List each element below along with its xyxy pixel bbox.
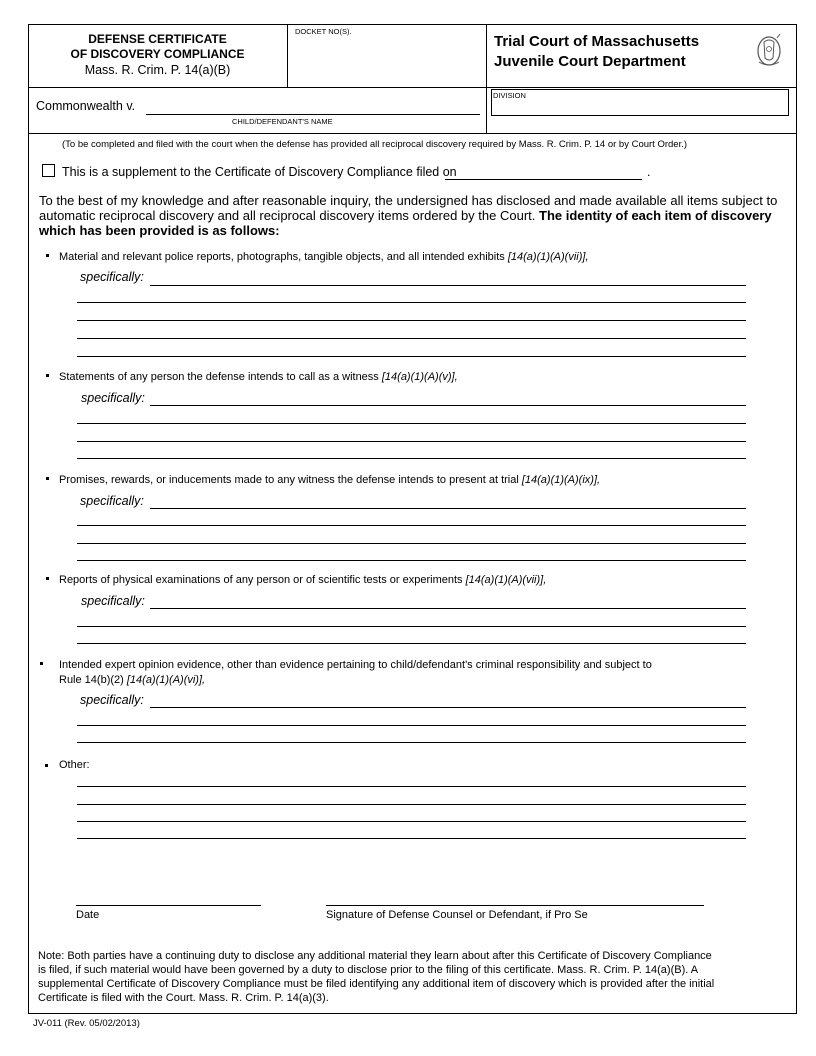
intro-bold: The identity of each item of discovery which has been provided is as follows: bbox=[39, 208, 772, 238]
item5-text-line2 bbox=[59, 674, 205, 686]
supplement-date-line[interactable] bbox=[445, 179, 642, 180]
item4-text bbox=[59, 574, 546, 586]
supplement-period: . bbox=[647, 165, 651, 179]
supplement-checkbox[interactable] bbox=[42, 164, 55, 177]
form-title-line2: OF DISCOVERY COMPLIANCE bbox=[70, 47, 245, 61]
item1-line[interactable] bbox=[77, 356, 746, 357]
item6-line[interactable] bbox=[77, 786, 746, 787]
item1-line[interactable] bbox=[77, 302, 746, 303]
item1-bullet bbox=[46, 254, 49, 257]
form-rule: Mass. R. Crim. P. 14(a)(B) bbox=[84, 63, 231, 77]
division-box[interactable] bbox=[491, 89, 789, 116]
item3-cite: [14(a)(1)(A)(ix)], bbox=[521, 474, 601, 486]
item5-line[interactable] bbox=[77, 725, 746, 726]
item1-cite: [14(a)(1)(A)(vii)], bbox=[507, 251, 589, 263]
division-label: DIVISION bbox=[493, 91, 526, 100]
item6-line[interactable] bbox=[77, 804, 746, 805]
instruction-text: (To be completed and filed with the court when the defense has provided all reciprocal discovery required by Mass. R. Crim. P. 14 or by Court Order.) bbox=[62, 139, 688, 150]
item2-cite: [14(a)(1)(A)(v)], bbox=[381, 371, 458, 383]
item2-specifically: specifically: bbox=[81, 391, 145, 405]
item1-text bbox=[59, 251, 589, 263]
item3-specifically: specifically: bbox=[80, 494, 144, 508]
signature-label: Signature of Defense Counsel or Defendant, if Pro Se bbox=[326, 909, 588, 921]
item3-label: Promises, rewards, or inducements made to any witness the defense intends to present at trial bbox=[59, 474, 522, 486]
massachusetts-seal-icon bbox=[753, 32, 785, 70]
item3-line[interactable] bbox=[150, 508, 746, 509]
note-line3: supplemental Certificate of Discovery Compliance must be filed identifying any additional item of discovery which is provided after the initial bbox=[38, 978, 715, 990]
date-line[interactable] bbox=[76, 905, 261, 906]
signature-line[interactable] bbox=[326, 905, 704, 906]
item5-bullet bbox=[40, 662, 43, 665]
docket-label: DOCKET NO(S). bbox=[295, 27, 352, 36]
commonwealth-label: Commonwealth v. bbox=[36, 99, 136, 113]
item3-line[interactable] bbox=[77, 560, 746, 561]
item2-line[interactable] bbox=[150, 405, 746, 406]
item4-cite: [14(a)(1)(A)(vii)], bbox=[465, 574, 547, 586]
item1-specifically: specifically: bbox=[80, 270, 144, 284]
note-line4: Certificate is filed with the Court. Mass. R. Crim. P. 14(a)(3). bbox=[38, 992, 329, 1004]
item4-line[interactable] bbox=[77, 643, 746, 644]
item6-line[interactable] bbox=[77, 838, 746, 839]
court-name: Trial Court of Massachusetts bbox=[494, 33, 700, 50]
item2-line[interactable] bbox=[77, 458, 746, 459]
date-label: Date bbox=[76, 909, 100, 921]
item3-line[interactable] bbox=[77, 525, 746, 526]
item1-line[interactable] bbox=[150, 285, 746, 286]
supplement-text: This is a supplement to the Certificate of Discovery Compliance filed on bbox=[62, 165, 457, 179]
form-footer: JV-011 (Rev. 05/02/2013) bbox=[33, 1018, 140, 1029]
child-name-label: CHILD/DEFENDANT'S NAME bbox=[232, 117, 333, 126]
item5-cite: [14(a)(1)(A)(vi)], bbox=[126, 674, 206, 686]
item4-line[interactable] bbox=[77, 626, 746, 627]
item4-label: Reports of physical examinations of any person or of scientific tests or experiments bbox=[59, 574, 466, 586]
item5-line[interactable] bbox=[150, 707, 746, 708]
item4-bullet bbox=[46, 577, 49, 580]
item2-line[interactable] bbox=[77, 423, 746, 424]
header-divider-1 bbox=[287, 24, 288, 87]
item6-text: Other: bbox=[59, 759, 90, 771]
note-line2: is filed, if such material would have been governed by a duty to disclose prior to the filing of this certificate. Mass. R. Crim. P. 14(a)(B). A bbox=[38, 964, 699, 976]
item2-text bbox=[59, 371, 458, 383]
item3-bullet bbox=[46, 477, 49, 480]
item5-text-line1: Intended expert opinion evidence, other than evidence pertaining to child/defendant's criminal responsibility and subject to bbox=[59, 659, 652, 671]
item2-line[interactable] bbox=[77, 441, 746, 442]
item5-line[interactable] bbox=[77, 742, 746, 743]
item2-bullet bbox=[46, 374, 49, 377]
header-divider-2 bbox=[486, 24, 487, 134]
item2-label: Statements of any person the defense intends to call as a witness bbox=[59, 371, 382, 383]
docket-field[interactable] bbox=[290, 38, 483, 84]
item4-line[interactable] bbox=[150, 608, 746, 609]
note-line1: Note: Both parties have a continuing duty to disclose any additional material they learn about after this Certificate of Discovery Compliance bbox=[38, 950, 712, 962]
item3-line[interactable] bbox=[77, 543, 746, 544]
item4-specifically: specifically: bbox=[81, 594, 145, 608]
child-name-line[interactable] bbox=[146, 114, 480, 115]
intro-plain: To the best of my knowledge and after reasonable inquiry, the undersigned has disclosed and made available all items subject to automatic reciprocal discovery and all reciprocal discovery items ordered by the Court. bbox=[39, 193, 778, 223]
item5-specifically: specifically: bbox=[80, 693, 144, 707]
item3-text bbox=[59, 474, 600, 486]
item6-bullet bbox=[45, 764, 48, 767]
intro-paragraph bbox=[39, 193, 789, 238]
form-title-line1: DEFENSE CERTIFICATE bbox=[88, 32, 227, 46]
item5-label: Rule 14(b)(2) bbox=[59, 674, 127, 686]
item1-line[interactable] bbox=[77, 320, 746, 321]
header-bottom-rule bbox=[28, 87, 797, 88]
item1-line[interactable] bbox=[77, 338, 746, 339]
item6-line[interactable] bbox=[77, 821, 746, 822]
court-department: Juvenile Court Department bbox=[494, 53, 686, 70]
parties-bottom-rule bbox=[28, 133, 797, 134]
item1-label: Material and relevant police reports, photographs, tangible objects, and all intended exhibits bbox=[59, 251, 508, 263]
